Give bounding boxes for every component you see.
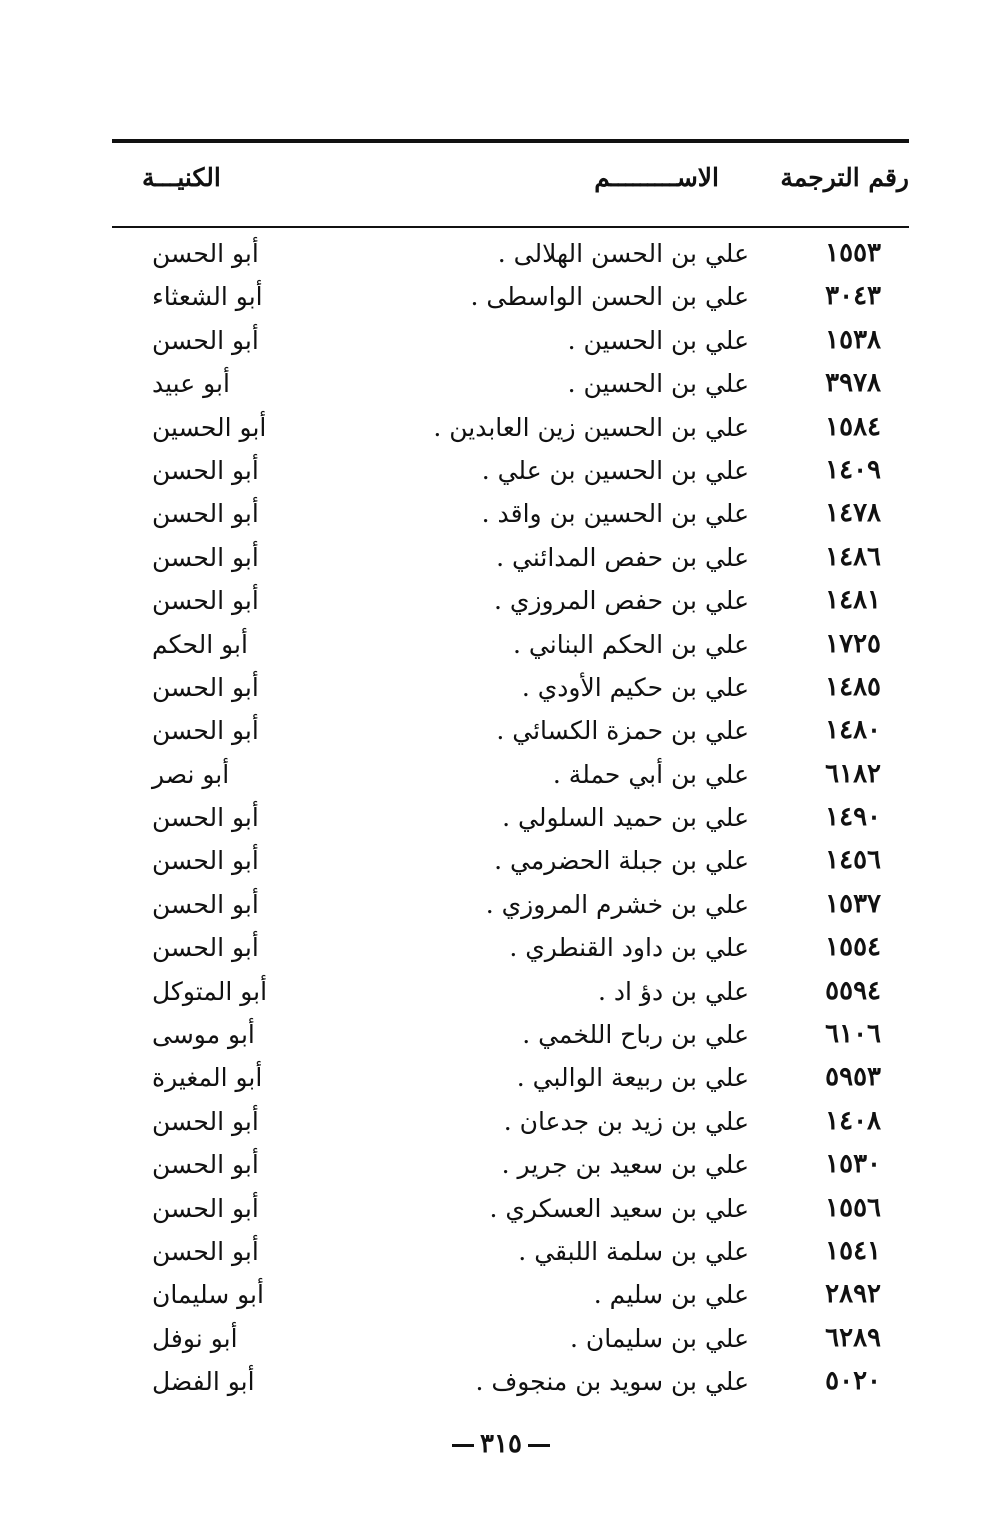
entry-number: ١٤٨٥	[825, 671, 881, 702]
table-row	[112, 362, 909, 405]
entry-number: ١٤٠٩	[825, 454, 881, 485]
entry-kunya: أبو الحسن	[152, 933, 259, 963]
table-row	[112, 1273, 909, 1316]
entry-name: علي بن الحسين بن علي .	[481, 455, 749, 485]
entry-kunya: أبو سليمان	[152, 1280, 264, 1310]
header-number: رقم الترجمة	[780, 163, 909, 192]
entry-number: ١٥٣٨	[825, 324, 881, 355]
entry-name: علي بن سويد بن منجوف .	[475, 1367, 749, 1397]
entry-name: علي بن جبلة الحضرمي .	[494, 846, 749, 876]
entry-name: علي بن زيد بن جدعان .	[503, 1106, 749, 1136]
table-row	[112, 319, 909, 362]
entry-name: علي بن سعيد العسكري .	[489, 1193, 749, 1223]
entry-number: ١٤٨٠	[825, 715, 881, 746]
entry-kunya: أبو الحسن	[152, 586, 259, 616]
table-row	[112, 753, 909, 796]
entry-kunya: أبو الحسن	[152, 455, 259, 485]
table-header	[112, 150, 909, 210]
page-number	[0, 1424, 1002, 1464]
table-row	[112, 970, 909, 1013]
header-name: الاســـــــــم	[594, 163, 719, 192]
entry-number: ٦١٨٢	[825, 758, 881, 789]
entry-kunya: أبو المتوكل	[152, 976, 268, 1006]
table-row	[112, 579, 909, 622]
table-row	[112, 536, 909, 579]
entry-number: ٦١٠٦	[825, 1019, 881, 1050]
entry-name: علي بن أبي حملة .	[552, 759, 749, 789]
dash-left	[528, 1444, 550, 1447]
entry-kunya: أبو الحسن	[152, 803, 259, 833]
entry-kunya: أبو الحكم	[152, 629, 248, 659]
table-row	[112, 1056, 909, 1099]
entry-kunya: أبو الحسن	[152, 325, 259, 355]
entry-kunya: أبو المغيرة	[152, 1063, 263, 1093]
entry-name: علي بن الحسن الواسطى .	[470, 282, 749, 312]
dash-right	[452, 1444, 474, 1447]
top-rule	[112, 139, 909, 143]
entry-name: علي بن ربيعة الوالبي .	[516, 1063, 749, 1093]
index-table	[112, 232, 909, 1404]
page-number-text: ٣١٥	[480, 1429, 522, 1459]
entry-name: علي بن الحسين زين العابدين .	[433, 412, 749, 442]
entry-name: علي بن سليم .	[593, 1280, 749, 1310]
entry-name: علي بن الحسين .	[567, 325, 749, 355]
header-kunya: الكنيـــة	[142, 163, 221, 192]
table-row	[112, 1317, 909, 1360]
entry-kunya: أبو الحسن	[152, 239, 259, 268]
entry-name: علي بن الحسين بن واقد .	[481, 499, 749, 529]
entry-number: ١٥٥٤	[825, 932, 881, 963]
entry-number: ٢٨٩٢	[825, 1279, 881, 1310]
entry-name: علي بن سعيد بن جرير .	[501, 1150, 749, 1180]
entry-kunya: أبو الحسن	[152, 1236, 259, 1266]
entry-name: علي بن حميد السلولي .	[502, 803, 749, 833]
table-row	[112, 709, 909, 752]
entry-number: ١٥٤١	[825, 1235, 881, 1266]
table-row	[112, 275, 909, 318]
table-row	[112, 1143, 909, 1186]
entry-kunya: أبو الحسن	[152, 499, 259, 529]
entry-name: علي بن الحكم البناني .	[513, 629, 749, 659]
table-row	[112, 492, 909, 535]
entry-name: علي بن داود القنطري .	[509, 933, 749, 963]
entry-kunya: أبو الشعثاء	[152, 282, 263, 312]
entry-name: علي بن خشرم المروزي .	[485, 889, 749, 919]
entry-kunya: أبو الحسن	[152, 672, 259, 702]
entry-number: ١٥٣٧	[825, 888, 881, 919]
entry-kunya: أبو الحسين	[152, 412, 267, 442]
entry-kunya: أبو الفضل	[152, 1367, 255, 1397]
entry-kunya: أبو الحسن	[152, 846, 259, 876]
entry-number: ١٤٨١	[825, 585, 881, 616]
entry-kunya: أبو موسى	[152, 1020, 255, 1050]
entry-name: علي بن رباح اللخمي .	[522, 1020, 749, 1050]
table-row	[112, 883, 909, 926]
entry-name: علي بن الحسن الهلالى .	[497, 239, 749, 268]
entry-number: ٥٠٢٠	[825, 1366, 881, 1397]
table-row	[112, 1187, 909, 1230]
entry-kunya: أبو نصر	[152, 759, 230, 789]
entry-name: علي بن الحسين .	[567, 369, 749, 399]
entry-number: ١٥٣٠	[825, 1149, 881, 1180]
entry-kunya: أبو الحسن	[152, 1106, 259, 1136]
entry-number: ١٥٥٣	[825, 238, 881, 268]
table-row	[112, 666, 909, 709]
entry-name: علي بن سليمان .	[569, 1323, 749, 1353]
table-row	[112, 406, 909, 449]
table-row	[112, 839, 909, 882]
table-row	[112, 1230, 909, 1273]
table-row	[112, 623, 909, 666]
entry-kunya: أبو الحسن	[152, 716, 259, 746]
entry-kunya: أبو الحسن	[152, 542, 259, 572]
entry-number: ٣٩٧٨	[825, 368, 881, 399]
table-row	[112, 449, 909, 492]
entry-number: ١٤٨٦	[825, 541, 881, 572]
entry-kunya: أبو الحسن	[152, 889, 259, 919]
entry-name: علي بن حفص المروزي .	[493, 586, 749, 616]
entry-number: ١٥٨٤	[825, 411, 881, 442]
entry-name: علي بن سلمة اللبقي .	[518, 1236, 749, 1266]
table-row	[112, 232, 909, 275]
entry-number: ١٥٥٦	[825, 1192, 881, 1223]
entry-number: ٥٩٥٣	[825, 1062, 881, 1093]
entry-name: علي بن حمزة الكسائي .	[496, 716, 749, 746]
entry-name: علي بن دؤ اد .	[597, 976, 749, 1006]
table-row	[112, 926, 909, 969]
entry-name: علي بن حفص المدائني .	[496, 542, 749, 572]
entry-number: ٥٥٩٤	[825, 975, 881, 1006]
entry-name: علي بن حكيم الأودي .	[521, 672, 749, 702]
entry-number: ١٧٢٥	[825, 628, 881, 659]
table-row	[112, 796, 909, 839]
entry-kunya: أبو الحسن	[152, 1193, 259, 1223]
header-rule	[112, 226, 909, 228]
table-row	[112, 1100, 909, 1143]
entry-number: ١٤٠٨	[825, 1105, 881, 1136]
table-row	[112, 1360, 909, 1403]
entry-number: ١٤٥٦	[825, 845, 881, 876]
entry-kunya: أبو عبيد	[152, 369, 230, 399]
entry-number: ٣٠٤٣	[825, 281, 881, 312]
entry-number: ١٤٧٨	[825, 498, 881, 529]
entry-number: ٦٢٨٩	[825, 1322, 881, 1353]
entry-number: ١٤٩٠	[825, 802, 881, 833]
entry-kunya: أبو الحسن	[152, 1150, 259, 1180]
entry-kunya: أبو نوفل	[152, 1323, 238, 1353]
table-row	[112, 1013, 909, 1056]
